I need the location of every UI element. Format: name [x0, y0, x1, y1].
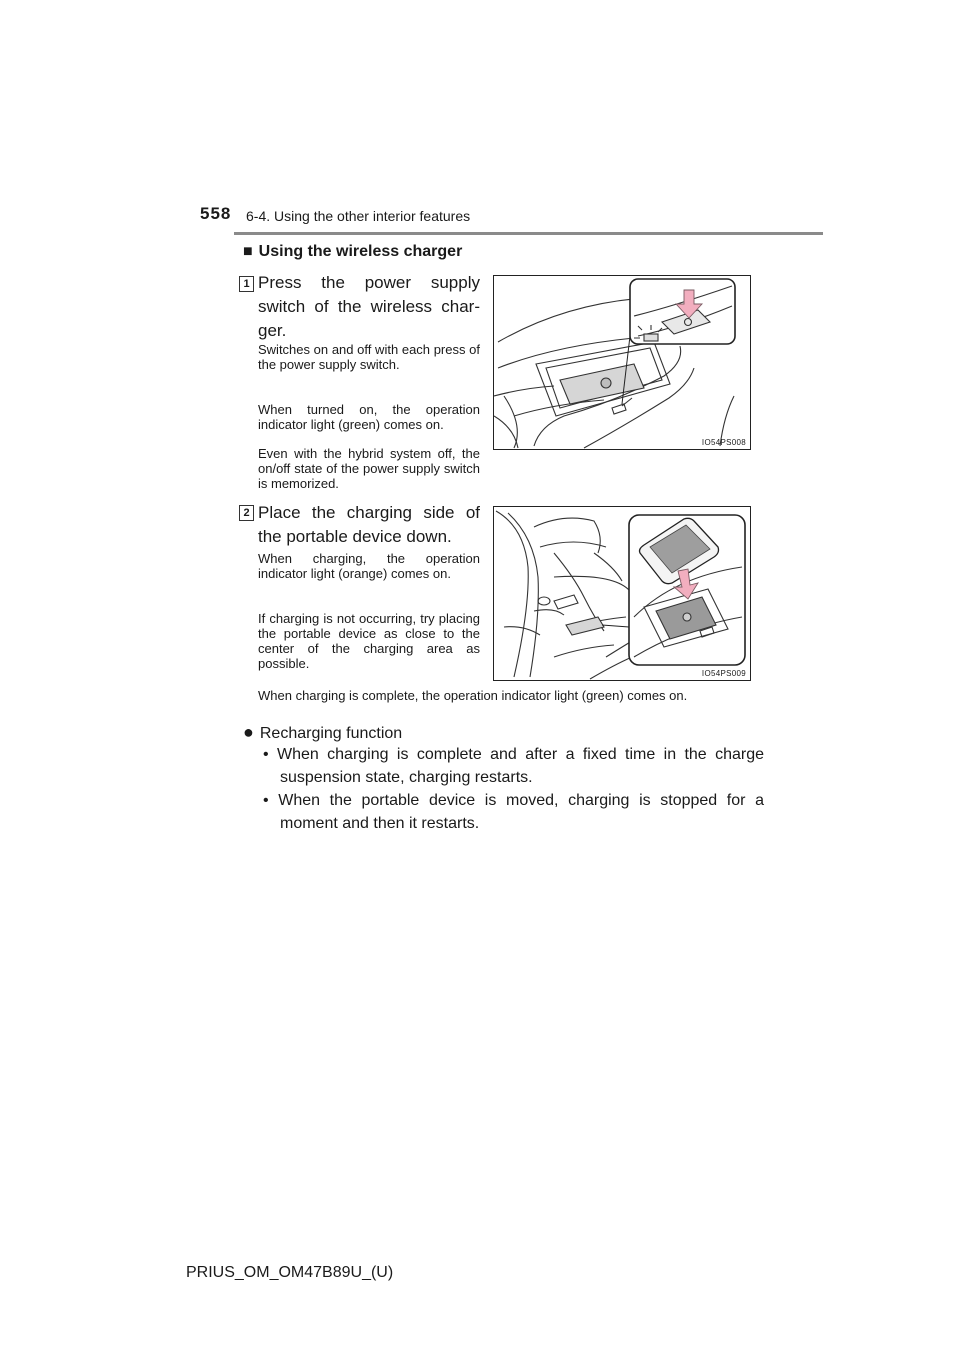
step-1-note: When turned on, the operation indicator light (green) comes on. — [258, 402, 480, 432]
page-number: 558 — [200, 204, 232, 223]
figure-place-device — [493, 506, 751, 681]
step-1-note: Switches on and off with each press of the power supply switch. — [258, 342, 480, 372]
figure-power-switch — [493, 275, 751, 450]
figure-code: IO54PS008 — [701, 438, 746, 447]
recharging-title: Recharging function — [259, 725, 403, 742]
subheading-title: Using the wireless charger — [258, 243, 463, 260]
step-1-note: Even with the hybrid system off, the on/off state of the power supply switch is memorized. — [258, 446, 480, 491]
document-code: PRIUS_OM_OM47B89U_(U) — [186, 1264, 394, 1281]
console-power-switch-illustration — [494, 276, 750, 449]
round-bullet-icon: ● — [243, 722, 254, 742]
step-2-note: When charging is complete, the operation indicator light (green) comes on. — [258, 688, 688, 703]
step-1-text: Press the power supply switch of the wireless char-ger. — [258, 273, 480, 340]
step-2-number: 2 — [239, 505, 254, 521]
step-2-note: If charging is not occurring, try placing the portable device as close to the center of the charging area as possible. — [258, 611, 480, 671]
recharging-heading — [243, 722, 402, 743]
figure-code: IO54PS009 — [701, 669, 746, 678]
step-2-note: When charging, the operation indicator light (orange) comes on. — [258, 551, 480, 581]
subheading — [243, 243, 462, 261]
header-rule — [234, 232, 823, 235]
console-device-illustration — [494, 507, 750, 680]
step-2-text: Place the charging side of the portable device down. — [258, 503, 480, 546]
recharging-item: • When charging is complete and after a fixed time in the charge suspension state, charging restarts. — [263, 746, 764, 786]
section-title: 6-4. Using the other interior features — [246, 208, 471, 224]
recharging-item: • When the portable device is moved, charging is stopped for a moment and then it restarts. — [263, 792, 764, 832]
step-1-number: 1 — [239, 276, 254, 292]
square-bullet-icon: ■ — [243, 243, 253, 260]
